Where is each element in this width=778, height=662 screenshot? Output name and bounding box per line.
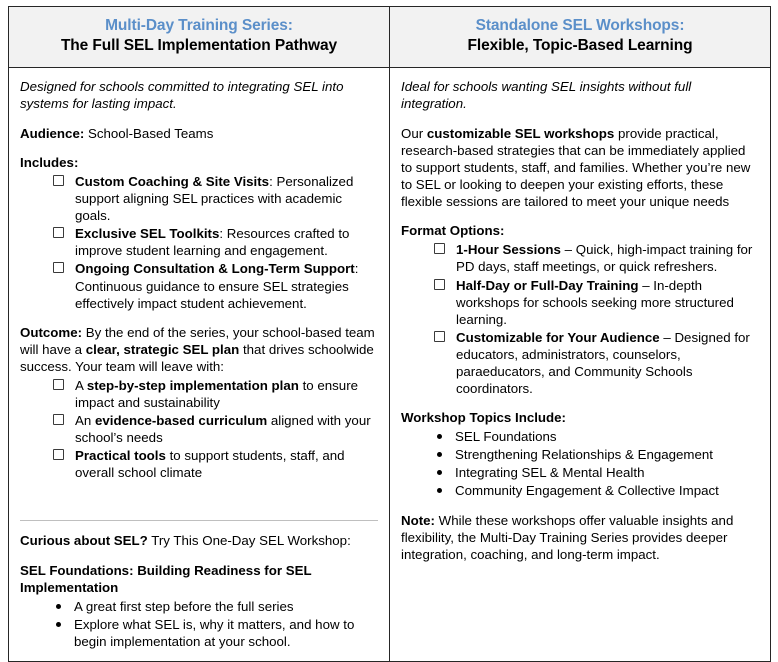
outcome-paragraph — [20, 324, 378, 375]
list-item — [56, 616, 378, 650]
checkbox-icon[interactable] — [434, 331, 445, 342]
format-options-checklist — [401, 241, 759, 397]
comparison-table — [8, 6, 771, 662]
list-item — [53, 447, 378, 481]
item-description: : Continuous guidance to ensure SEL strategies effectively impact student achievement. — [75, 261, 359, 311]
item-title: Customizable for Your Audience — [456, 329, 660, 345]
item-title: evidence-based curriculum — [94, 413, 268, 429]
column-header-standalone — [390, 7, 771, 68]
checkbox-icon[interactable] — [53, 414, 64, 425]
list-item — [53, 225, 378, 259]
list-item — [437, 428, 759, 445]
bullet-icon — [437, 452, 442, 457]
item-description: to support students, staff, and overall school climate — [75, 448, 345, 481]
bullet-icon — [437, 488, 442, 493]
checkbox-icon[interactable] — [53, 175, 64, 186]
item-title: Half-Day or Full-Day Training — [456, 277, 639, 293]
topics-label — [401, 409, 759, 426]
item-description: – Designed for educators, administrators, counselors, paraeducators, and Community Schools coordinators. — [456, 329, 750, 397]
topics-bullet-list — [401, 428, 759, 499]
includes-label-text: Includes: — [20, 155, 79, 171]
curious-label: Curious about SEL? — [20, 533, 148, 549]
audience-line — [20, 125, 378, 142]
overview-prefix: Our — [401, 125, 427, 141]
item-description: – In-depth workshops for schools seeking more structured learning. — [456, 277, 734, 327]
item-title: Exclusive SEL Toolkits — [75, 226, 220, 242]
note-paragraph — [401, 512, 759, 563]
overview-highlight: customizable SEL workshops — [426, 125, 615, 141]
column-body-standalone — [390, 67, 771, 661]
bullet-text: Strengthening Relationships & Engagement — [455, 447, 713, 463]
item-title: 1-Hour Sessions — [456, 242, 561, 258]
format-options-label — [401, 222, 759, 239]
bullet-text: Explore what SEL is, why it matters, and how to begin implementation at your school. — [74, 616, 355, 649]
curious-text: Try This One-Day SEL Workshop: — [147, 533, 351, 549]
outcome-text-part2: that drives schoolwide success. Your team will leave with: — [20, 341, 374, 374]
bullet-icon — [437, 470, 442, 475]
item-description: – Quick, high-impact training for PD days, staff meetings, or quick refreshers. — [456, 242, 753, 275]
checkbox-icon[interactable] — [53, 379, 64, 390]
list-item — [53, 412, 378, 446]
item-description: : Personalized support aligning SEL practices with academic goals. — [75, 174, 354, 224]
bullet-text: SEL Foundations — [455, 429, 557, 445]
checkbox-icon[interactable] — [53, 227, 64, 238]
checkbox-icon[interactable] — [53, 262, 64, 273]
list-item — [437, 482, 759, 499]
column-header-multi-day — [9, 7, 390, 68]
item-title: Ongoing Consultation & Long-Term Support — [75, 261, 355, 277]
item-title: Practical tools — [75, 448, 166, 464]
list-item — [434, 241, 759, 275]
foundations-title-text: SEL Foundations: Building Readiness for SEL Implementation — [20, 562, 312, 595]
outcome-highlight: clear, strategic SEL plan — [85, 341, 240, 357]
bullet-text: A great first step before the full series — [74, 598, 294, 614]
list-item — [434, 277, 759, 328]
column-header-subtitle: The Full SEL Implementation Pathway — [60, 37, 338, 55]
audience-label: Audience: — [20, 125, 85, 141]
list-item — [434, 329, 759, 397]
item-title: Custom Coaching & Site Visits — [75, 174, 270, 190]
list-item — [53, 260, 378, 311]
audience-value: School-Based Teams — [84, 125, 214, 141]
note-text: While these workshops offer valuable insights and flexibility, the Multi-Day Training Series provides deeper integration, coaching, and long-term impact. — [401, 512, 734, 562]
outcome-checklist — [20, 377, 378, 481]
section-divider — [20, 520, 378, 521]
outcome-label: Outcome: — [20, 324, 83, 340]
checkbox-icon[interactable] — [53, 449, 64, 460]
bullet-icon — [437, 434, 442, 439]
includes-checklist — [20, 173, 378, 312]
format-options-label-text: Format Options: — [401, 223, 505, 239]
list-item — [53, 377, 378, 411]
item-prefix: A — [75, 377, 87, 393]
bullet-icon — [56, 622, 61, 627]
column-header-title-accent: Multi-Day Training Series: — [105, 17, 293, 34]
item-description: to ensure impact and sustainability — [75, 377, 359, 411]
item-description: aligned with your school’s needs — [75, 413, 371, 446]
checkbox-icon[interactable] — [434, 243, 445, 254]
column-header-title-accent: Standalone SEL Workshops: — [475, 17, 685, 34]
checkbox-icon[interactable] — [434, 279, 445, 290]
bullet-text: Community Engagement & Collective Impact — [455, 483, 719, 499]
foundations-title — [20, 562, 378, 596]
overview-text: provide practical, research-based strategies that can be immediately applied to support students, staff, and families. Whether you’re new to SEL or looking to deepen your existing efforts, these flexible sessions are tailored to meet your unique needs — [401, 125, 751, 210]
item-title: step-by-step implementation plan — [86, 377, 299, 393]
section-spacer — [20, 493, 378, 507]
note-label: Note: — [401, 512, 435, 528]
includes-label — [20, 154, 378, 171]
intro-text: Ideal for schools wanting SEL insights without full integration. — [401, 78, 692, 111]
list-item — [56, 598, 378, 615]
column-header-subtitle: Flexible, Topic-Based Learning — [467, 37, 693, 55]
topics-label-text: Workshop Topics Include: — [401, 410, 566, 426]
list-item — [437, 464, 759, 481]
foundations-bullet-list — [20, 598, 378, 650]
bullet-icon — [56, 604, 61, 609]
column-body-multi-day — [9, 67, 390, 661]
intro-text: Designed for schools committed to integrating SEL into systems for lasting impact. — [20, 78, 344, 111]
bullet-text: Integrating SEL & Mental Health — [455, 465, 645, 481]
item-description: : Resources crafted to improve student learning and engagement. — [75, 226, 350, 259]
table-header-row — [9, 7, 771, 68]
overview-paragraph — [401, 125, 759, 210]
list-item — [53, 173, 378, 224]
table-body-row — [9, 67, 771, 661]
list-item — [437, 446, 759, 463]
curious-line — [20, 532, 378, 549]
item-prefix: An — [75, 413, 95, 429]
outcome-text-part1: By the end of the series, your school-based team will have a — [20, 324, 375, 357]
